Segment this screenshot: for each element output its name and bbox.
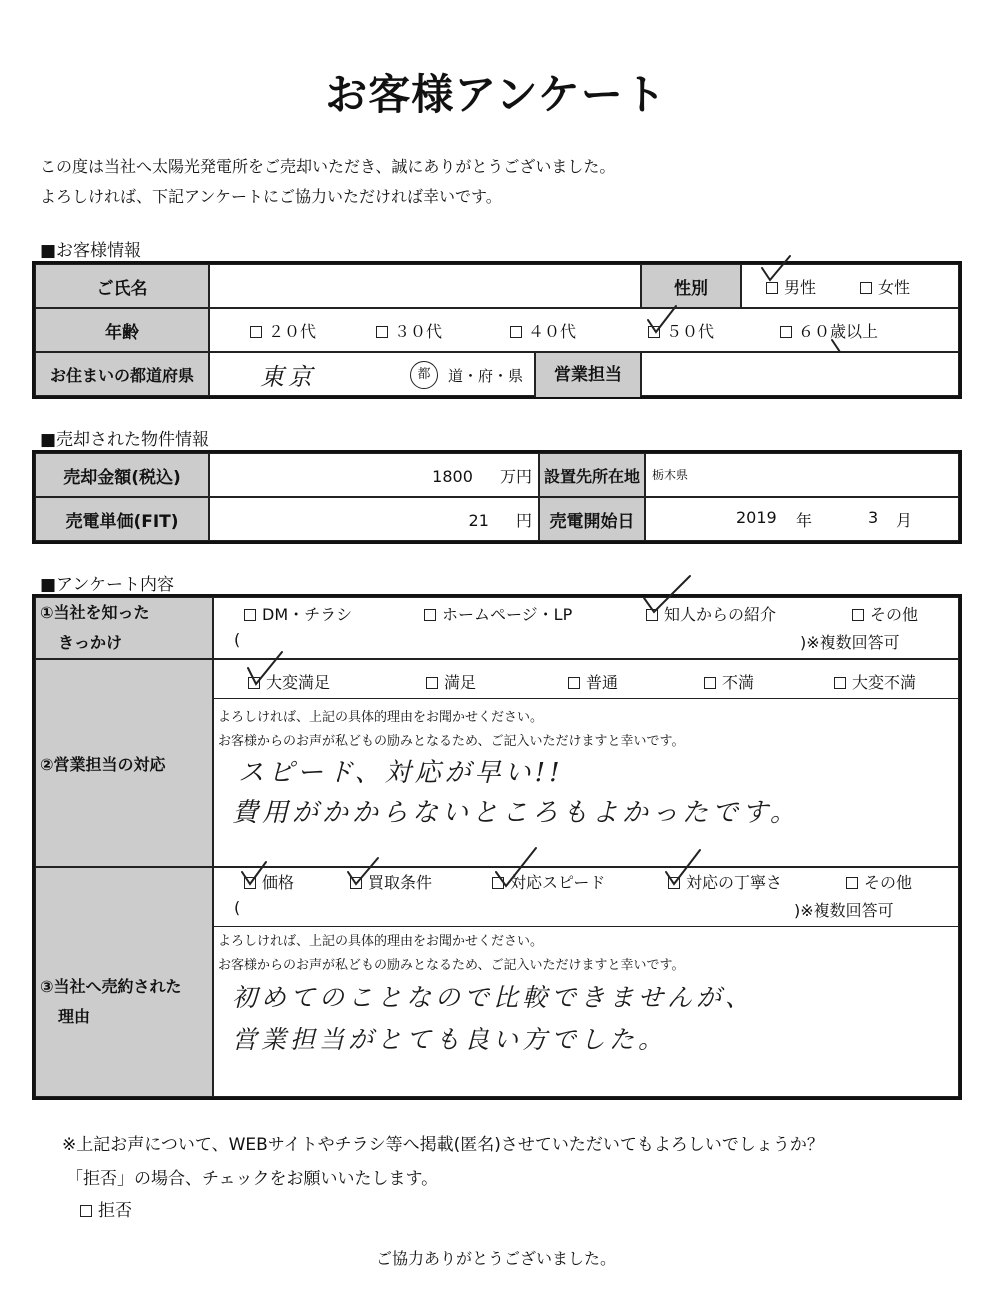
q3-label: ③当社へ売約された 理由 — [35, 867, 213, 1097]
name-label: ご氏名 — [35, 264, 209, 308]
q2-option-very-satisfied[interactable]: 大変満足 — [248, 670, 330, 693]
unit-price-label: 売電単価(FIT) — [35, 497, 209, 541]
prefecture-field[interactable] — [209, 352, 641, 396]
age-option-20[interactable]: ２０代 — [250, 319, 316, 342]
q3-option-other[interactable]: その他 — [846, 870, 912, 893]
q1-option-homepage[interactable]: ホームページ・LP — [424, 602, 572, 625]
q1-paren-open: ( — [234, 630, 241, 649]
start-date-label: 売電開始日 — [539, 497, 645, 541]
property-info-table — [34, 452, 960, 542]
q3-reason-prompt: よろしければ、上記の具体的理由をお聞かせください。 — [218, 934, 544, 949]
survey-section-heading: ■アンケート内容 — [40, 575, 175, 595]
sales-rep-field[interactable] — [641, 352, 959, 396]
q1-multi-note: )※複数回答可 — [800, 633, 900, 652]
q3-handwritten-line-1: 初めてのことなので比較できませんが、 — [232, 983, 755, 1012]
q2-reason-prompt-2: お客様からのお声が私どもの励みとなるため、ご記入いただけますと幸いです。 — [218, 734, 685, 749]
price-label: 売却金額(税込) — [35, 453, 209, 497]
price-field — [209, 453, 539, 497]
q2-option-dissatisfied[interactable]: 不満 — [704, 670, 754, 693]
age-option-60[interactable]: ６０歳以上 — [780, 319, 878, 342]
price-unit: 万円 — [499, 466, 532, 486]
q2-option-satisfied[interactable]: 満足 — [426, 670, 476, 693]
prefecture-handwritten: 東京 — [260, 363, 316, 391]
q1-label: ①当社を知った きっかけ — [35, 597, 213, 659]
year-unit: 年 — [796, 511, 813, 530]
consent-instruction: 「拒否」の場合、チェックをお願いいたします。 — [66, 1169, 439, 1189]
survey-table — [34, 596, 960, 1098]
q2-reason-prompt: よろしければ、上記の具体的理由をお聞かせください。 — [218, 710, 544, 725]
unit-price-unit: 円 — [515, 510, 532, 530]
month-unit: 月 — [896, 511, 913, 530]
q3-handwritten-line-2: 営業担当がとても良い方でした。 — [232, 1025, 668, 1054]
q3-option-terms[interactable]: 買取条件 — [350, 870, 432, 893]
age-field — [209, 308, 959, 352]
q3-paren-open: ( — [234, 898, 241, 917]
location-value: 栃木県 — [645, 453, 959, 497]
age-label: 年齢 — [35, 308, 209, 352]
refuse-checkbox[interactable]: 拒否 — [80, 1196, 132, 1221]
q2-option-normal[interactable]: 普通 — [568, 670, 618, 693]
page-title: お客様アンケート — [325, 70, 667, 119]
age-option-30[interactable]: ３０代 — [376, 319, 442, 342]
consent-question: ※上記お声について、WEBサイトやチラシ等へ掲載(匿名)させていただいてもよろしいでしょうか？ — [62, 1135, 824, 1155]
property-section-heading: ■売却された物件情報 — [40, 430, 210, 450]
customer-info-table — [34, 263, 960, 397]
gender-female-checkbox[interactable]: 女性 — [860, 275, 910, 298]
q1-option-dm[interactable]: DM・チラシ — [244, 602, 352, 625]
prefecture-suffix-options: 道・府・県 — [448, 367, 524, 385]
q2-option-very-dissatisfied[interactable]: 大変不満 — [834, 670, 916, 693]
age-option-50[interactable]: ５０代 — [648, 319, 714, 342]
q1-field — [213, 597, 959, 659]
q3-field — [213, 867, 959, 1097]
q1-option-referral[interactable]: 知人からの紹介 — [646, 602, 776, 625]
q3-option-speed[interactable]: 対応スピード — [492, 870, 605, 893]
sales-rep-label: 営業担当 — [534, 353, 640, 397]
location-label: 設置先所在地 — [539, 453, 645, 497]
name-field[interactable] — [209, 264, 641, 308]
q2-handwritten-line-1: スピード、対応が早い!! — [238, 758, 564, 788]
q3-option-politeness[interactable]: 対応の丁寧さ — [668, 870, 782, 893]
intro-line-2: よろしければ、下記アンケートにご協力いただければ幸いです。 — [40, 187, 502, 206]
thanks-message: ご協力ありがとうございました。 — [375, 1249, 616, 1268]
start-date-field — [645, 497, 959, 541]
gender-male-checkbox[interactable]: 男性 — [766, 275, 816, 298]
unit-price-field — [209, 497, 539, 541]
start-month: 3 — [868, 508, 879, 527]
prefecture-suffix-circled: 都 — [410, 361, 438, 389]
age-option-40[interactable]: ４０代 — [510, 319, 576, 342]
intro-line-1: この度は当社へ太陽光発電所をご売却いただき、誠にありがとうございました。 — [40, 157, 616, 176]
price-value: 1800 — [432, 466, 473, 486]
gender-field — [741, 264, 959, 308]
q3-reason-prompt-2: お客様からのお声が私どもの励みとなるため、ご記入いただけますと幸いです。 — [218, 958, 685, 973]
q2-label: ②営業担当の対応 — [35, 659, 213, 867]
unit-price-value: 21 — [468, 510, 489, 530]
q3-multi-note: )※複数回答可 — [794, 901, 894, 920]
q2-field — [213, 659, 959, 867]
prefecture-label: お住まいの都道府県 — [35, 352, 209, 396]
customer-section-heading: ■お客様情報 — [40, 241, 142, 261]
q3-option-price[interactable]: 価格 — [244, 870, 294, 893]
start-year: 2019 — [736, 508, 777, 527]
q2-handwritten-line-2: 費用がかからないところもよかったです。 — [232, 798, 800, 828]
q1-option-other[interactable]: その他 — [852, 602, 918, 625]
gender-label: 性別 — [641, 264, 741, 308]
